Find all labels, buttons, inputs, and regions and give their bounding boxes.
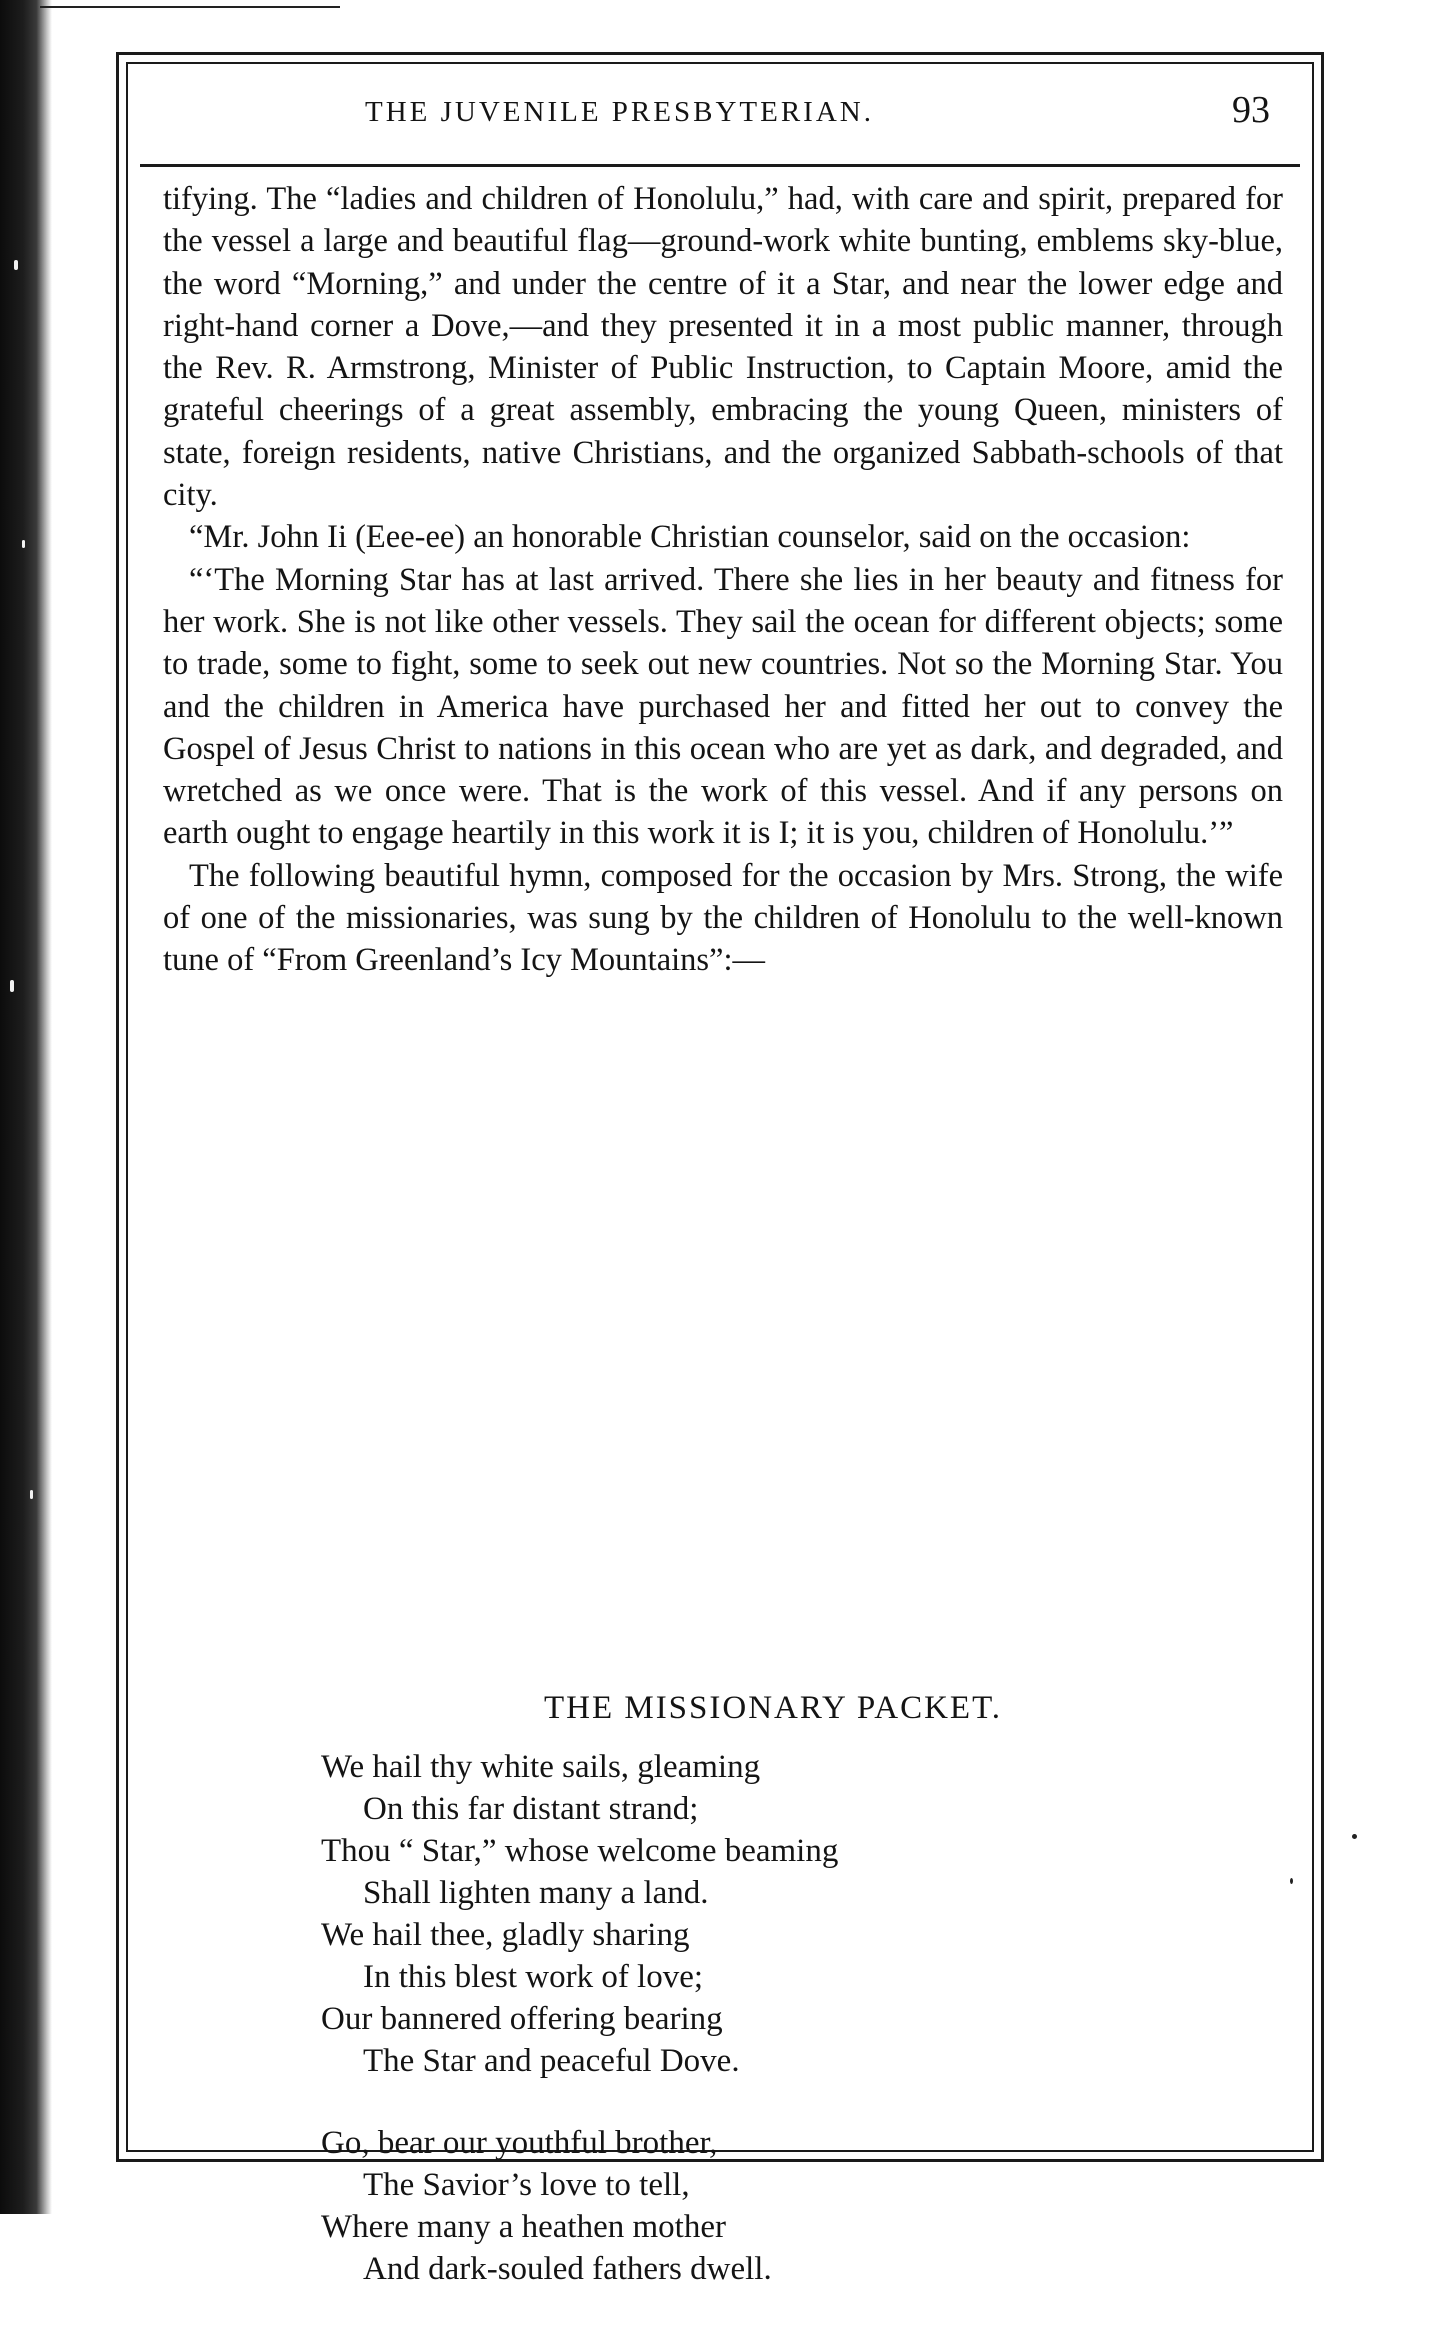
scan-speck	[1352, 1834, 1357, 1839]
scan-speck	[10, 980, 14, 992]
paragraph: The following beautiful hymn, composed for the occasion by Mrs. Strong, the wife of one of the missionaries, was sung by the children of Honolulu to the well-known tune of “From Greenland’s Icy Mountains”:—	[163, 857, 1283, 979]
poem	[321, 1746, 1221, 2330]
verse-line: Where many a heathen mother	[321, 2209, 726, 2245]
verse-line: Go, bear our youthful brother,	[321, 2125, 718, 2161]
verse-line: We hail thy white sails, gleaming	[321, 1749, 761, 1785]
verse-line: Our bannered offering bearing	[321, 2001, 723, 2037]
page-number: 93	[1232, 89, 1270, 131]
verse-line: The Star and peaceful Dove.	[363, 2043, 740, 2079]
verse-line: The Savior’s love to tell,	[363, 2167, 690, 2203]
verse-line: Shall lighten many a land.	[363, 1875, 709, 1911]
scan-speck	[14, 260, 18, 270]
scan-top-rule	[40, 6, 340, 8]
stanza	[321, 2122, 1221, 2290]
verse-line: In this blest work of love;	[363, 1959, 704, 1995]
scan-speck	[22, 540, 25, 548]
verse-line: Thou “ Star,” whose welcome beaming	[321, 1833, 839, 1869]
verse-line: And dark-souled fathers dwell.	[363, 2251, 772, 2287]
paragraph: tifying. The “ladies and children of Honolulu,” had, with care and spirit, prepared for the vessel a large and beautiful flag—ground-work white bunting, emblems sky-blue, the word “Morning,” and under the centre of it a Star, and near the lower edge and right-hand corner a Dove,—and they presented it in a most public manner, through the Rev. R. Armstrong, Minister of Public Instruction, to Captain Moore, amid the grateful cheerings of a great assembly, embracing the young Queen, ministers of state, foreign residents, native Christians, and the organized Sabbath-schools of that city.	[163, 181, 1283, 514]
verse-line: On this far distant strand;	[363, 1791, 699, 1827]
paragraph: “‘The Morning Star has at last arrived. There she lies in her beauty and fitness for her work. She is not like other vessels. They sail the ocean for different objects; some to trade, some to fight, some to seek out new countries. Not so the Morning Star. You and the children in America have purchased her and fitted her out to convey the Gospel of Jesus Christ to nations in this ocean who are yet as dark, and degraded, and wretched as we once were. That is the work of this vessel. And if any persons on earth ought to engage heartily in this work it is I; it is you, children of Honolulu.’”	[163, 561, 1283, 852]
page-header	[140, 88, 1270, 148]
verse-line: We hail thee, gladly sharing	[321, 1917, 690, 1953]
header-rule	[140, 164, 1300, 167]
poem-title: THE MISSIONARY PACKET.	[543, 1690, 1003, 1726]
stanza	[321, 1746, 1221, 2082]
running-head: THE JUVENILE PRESBYTERIAN.	[365, 96, 874, 128]
paragraph: “Mr. John Ii (Eee-ee) an honorable Christian counselor, said on the occasion:	[189, 519, 1191, 556]
scan-speck	[1290, 1878, 1293, 1884]
page-binding-edge	[0, 0, 52, 2214]
scan-speck	[30, 1490, 33, 1499]
article-body	[163, 178, 1283, 2287]
